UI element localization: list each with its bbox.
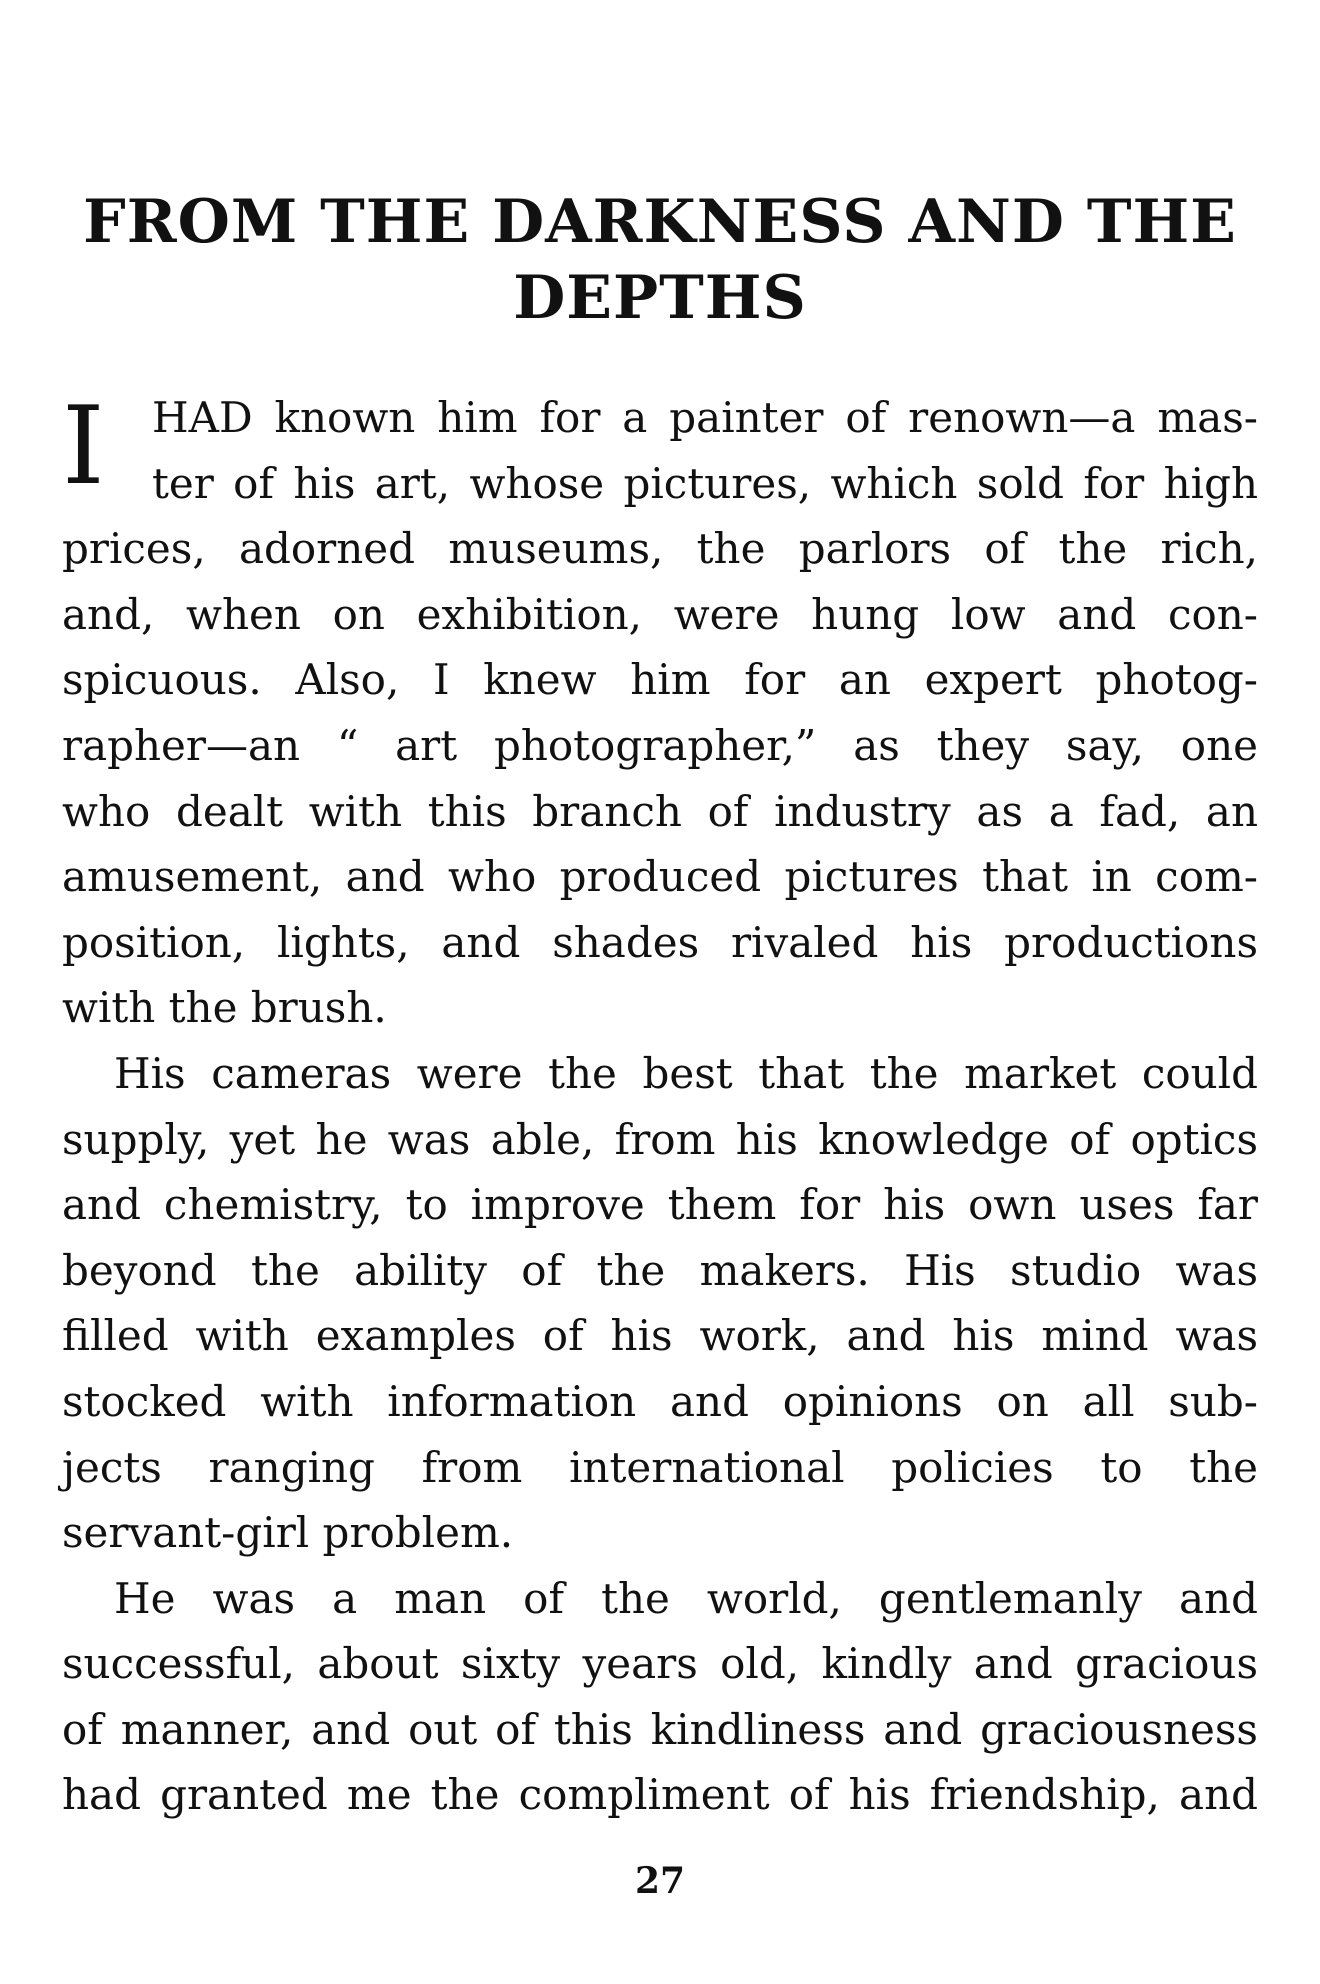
text-line: of manner, and out of this kindliness and graciousness (62, 1704, 1258, 1754)
paragraph-2 (62, 1041, 1258, 1566)
text-line: ter of his art, whose pictures, which sold for high (152, 458, 1258, 508)
text-line: beyond the ability of the makers. His studio was (62, 1245, 1258, 1295)
text-line: prices, adorned museums, the parlors of the rich, (62, 524, 1258, 574)
paragraph-3 (62, 1566, 1258, 1828)
text-line: HAD known him for a painter of renown—a mas- (152, 393, 1258, 442)
text-line: jects ranging from international policies to the (62, 1442, 1258, 1492)
text-line: rapher—an “ art photographer,” as they say, one (62, 720, 1258, 770)
text-line: had granted me the compliment of his friendship, and (62, 1770, 1258, 1820)
text-line: and chemistry, to improve them for his own uses far (62, 1180, 1258, 1230)
text-line: who dealt with this branch of industry as a fad, an (62, 786, 1258, 836)
text-line: He was a man of the world, gentlemanly and (114, 1573, 1258, 1623)
text-line: filled with examples of his work, and his mind was (62, 1311, 1258, 1361)
text-line: stocked with information and opinions on all sub- (62, 1376, 1258, 1426)
chapter-body (62, 385, 1258, 1828)
text-line: amusement, and who produced pictures that in com- (62, 852, 1258, 902)
text-line: and, when on exhibition, were hung low and con- (62, 589, 1258, 639)
text-line: spicuous. Also, I knew him for an expert photog- (62, 655, 1258, 705)
text-line: successful, about sixty years old, kindly and gracious (62, 1639, 1258, 1689)
text-line: servant-girl problem. (62, 1508, 514, 1558)
page-number: 27 (634, 1860, 686, 1902)
text-line: position, lights, and shades rivaled his productions (62, 917, 1258, 967)
chapter-title-line-1: FROM THE DARKNESS AND THE (83, 187, 1237, 257)
text-line: with the brush. (62, 983, 387, 1033)
chapter-title-line-2: DEPTHS (513, 263, 807, 333)
drop-cap: I (62, 384, 105, 509)
paragraph-1 (62, 385, 1258, 1041)
text-line: supply, yet he was able, from his knowledge of optics (62, 1114, 1258, 1164)
text-line: His cameras were the best that the market could (114, 1048, 1258, 1098)
